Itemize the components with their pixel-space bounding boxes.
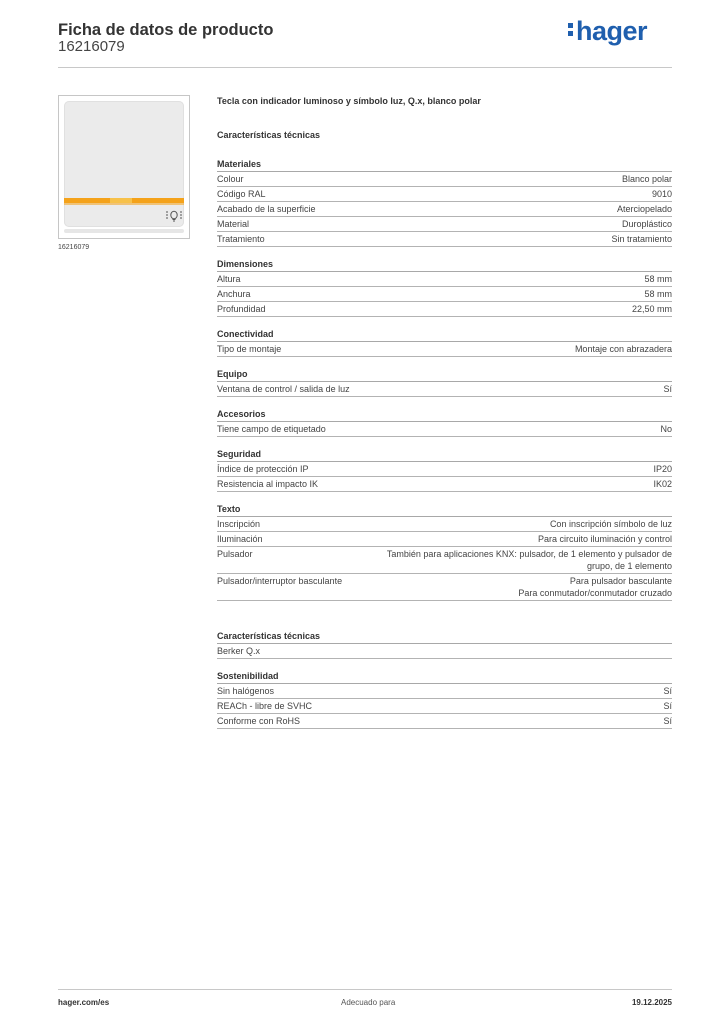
- spec-group-title: Sostenibilidad: [217, 669, 672, 684]
- spec-row: [217, 302, 672, 317]
- spec-group-title: Materiales: [217, 157, 672, 172]
- spec-value: Sí: [663, 716, 672, 726]
- spec-row: [217, 684, 672, 699]
- spec-value: Sí: [663, 686, 672, 696]
- spec-row: [217, 287, 672, 302]
- spec-value: Para pulsador basculante Para conmutador/conmutador cruzado: [518, 576, 672, 598]
- spec-label: Índice de protección IP: [217, 464, 309, 474]
- spec-label: Berker Q.x: [217, 646, 261, 656]
- spec-label: Ventana de control / salida de luz: [217, 384, 350, 394]
- spec-label: Acabado de la superficie: [217, 204, 316, 214]
- spec-label: Altura: [217, 274, 241, 284]
- spec-row: [217, 202, 672, 217]
- spec-value: Duroplástico: [621, 219, 672, 229]
- section-title: Características técnicas: [217, 130, 321, 140]
- spec-value: Para circuito iluminación y control: [537, 534, 672, 544]
- product-title: Tecla con indicador luminoso y símbolo luz, Q.x, blanco polar: [217, 96, 481, 106]
- spec-row: [217, 574, 672, 601]
- indicator-band-shadow: [64, 203, 184, 205]
- image-caption: 16216079: [58, 244, 90, 251]
- switch-key: [64, 101, 184, 227]
- spec-group-title: Equipo: [217, 367, 672, 382]
- spec-value: 9010: [651, 189, 672, 199]
- spec-value: No: [660, 424, 672, 434]
- spec-group-title: Dimensiones: [217, 257, 672, 272]
- spec-row: [217, 477, 672, 492]
- spec-row: [217, 187, 672, 202]
- product-image: [58, 95, 190, 239]
- spec-value: También para aplicaciones KNX: pulsador, de 1 elemento y pulsador de grupo, de 1 elemento: [386, 549, 672, 571]
- spec-label: Código RAL: [217, 189, 266, 199]
- spec-row: [217, 272, 672, 287]
- light-bulb-icon: [165, 209, 183, 223]
- spec-label: Profundidad: [217, 304, 266, 314]
- spec-group-title: Seguridad: [217, 447, 672, 462]
- spec-value: Sí: [663, 701, 672, 711]
- spec-value: Aterciopelado: [616, 204, 672, 214]
- spec-label: Anchura: [217, 289, 251, 299]
- spec-row: [217, 532, 672, 547]
- spec-row: [217, 342, 672, 357]
- switch-base: [64, 229, 184, 233]
- spec-value: Sí: [663, 384, 672, 394]
- footer-divider: [58, 989, 672, 990]
- spec-group-title: Texto: [217, 502, 672, 517]
- spec-label: Resistencia al impacto IK: [217, 479, 319, 489]
- spec-groups: [217, 157, 672, 601]
- spec-row: [217, 217, 672, 232]
- logo-dots-icon: [568, 20, 574, 38]
- logo-text: hager: [576, 16, 648, 46]
- spec-label: Tiene campo de etiquetado: [217, 424, 326, 434]
- section-spacer: [217, 601, 672, 619]
- spec-value: IP20: [653, 464, 672, 474]
- spec-row: [217, 172, 672, 187]
- spec-value: Sin tratamiento: [611, 234, 672, 244]
- spec-row: [217, 547, 672, 574]
- product-code: 16216079: [58, 38, 125, 55]
- spec-label: Pulsador: [217, 549, 253, 559]
- spec-group-title: Características técnicas: [217, 629, 672, 644]
- spec-row: [217, 422, 672, 437]
- spec-label: Inscripción: [217, 519, 261, 529]
- header-divider: [58, 67, 672, 68]
- spec-value: IK02: [653, 479, 672, 489]
- page-title: Ficha de datos de producto: [58, 21, 274, 39]
- spec-row: [217, 232, 672, 247]
- spec-label: Tipo de montaje: [217, 344, 282, 354]
- spec-label: Tratamiento: [217, 234, 265, 244]
- footer-note: Adecuado para: [341, 998, 396, 1007]
- footer-date: 19.12.2025: [631, 998, 672, 1007]
- spec-label: Conforme con RoHS: [217, 716, 301, 726]
- spec-value: Blanco polar: [621, 174, 672, 184]
- spec-row: [217, 517, 672, 532]
- spec-row: [217, 382, 672, 397]
- footer-website: hager.com/es: [58, 998, 110, 1007]
- spec-label: Pulsador/interruptor basculante: [217, 576, 343, 586]
- spec-label: Colour: [217, 174, 244, 184]
- spec-value: Con inscripción símbolo de luz: [549, 519, 672, 529]
- spec-row: [217, 644, 672, 659]
- product-details: [217, 96, 672, 729]
- spec-row: [217, 714, 672, 729]
- spec-group-title: Accesorios: [217, 407, 672, 422]
- spec-value: 58 mm: [644, 274, 672, 284]
- spec-label: Sin halógenos: [217, 686, 275, 696]
- spec-value: 22,50 mm: [631, 304, 672, 314]
- spec-label: Material: [217, 219, 250, 229]
- hager-logo: [568, 16, 647, 46]
- spec-groups-secondary: [217, 629, 672, 729]
- spec-group-title: Conectividad: [217, 327, 672, 342]
- spec-value: 58 mm: [644, 289, 672, 299]
- spec-row: [217, 699, 672, 714]
- spec-value: Montaje con abrazadera: [574, 344, 672, 354]
- spec-label: REACh - libre de SVHC: [217, 701, 313, 711]
- spec-row: [217, 462, 672, 477]
- spec-label: Iluminación: [217, 534, 263, 544]
